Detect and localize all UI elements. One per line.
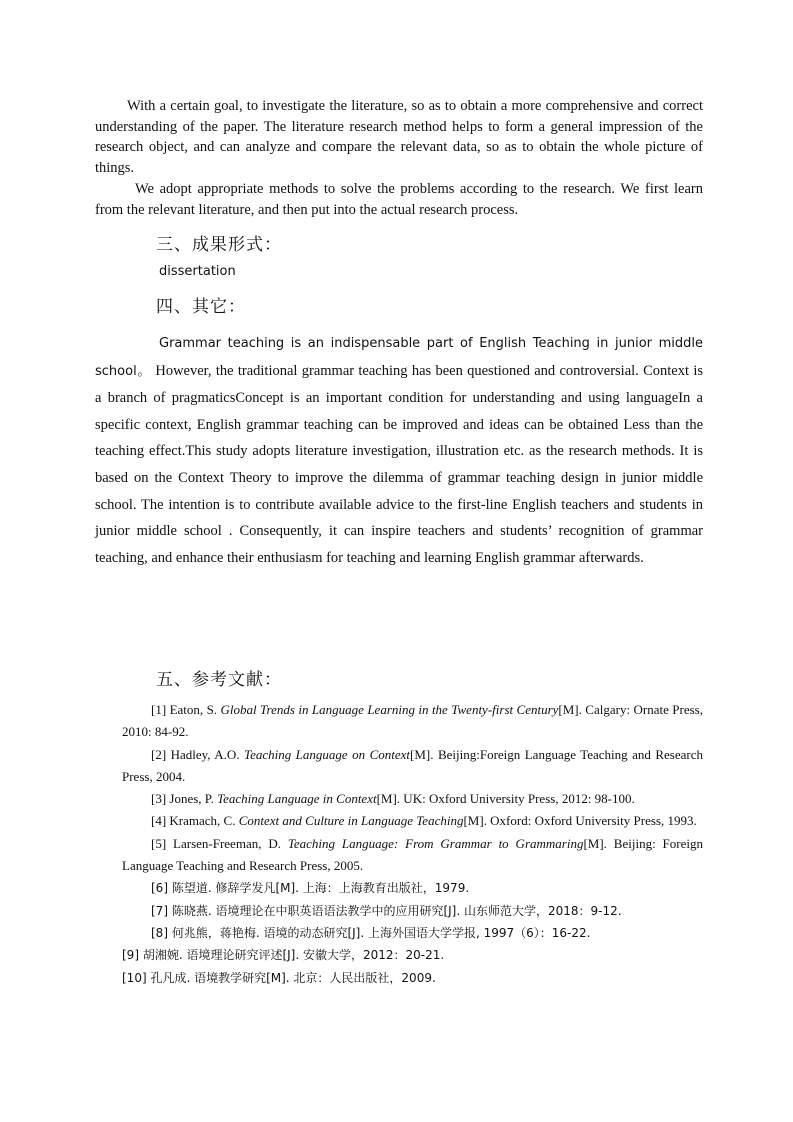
body-paragraph-1: With a certain goal, to investigate the literature, so as to obtain a more comprehensive and correct understanding of the paper. The literature research method helps to form a general impression of the research object, and can analyze and compare the relevant data, so as to obtain the whole picture of things. xyxy=(95,98,703,176)
reference-item xyxy=(122,833,703,878)
ref-publication: [M]. Calgary: Ornate Press, 2010: 84-92. xyxy=(122,702,703,740)
ref-text: [6] 陈望道. 修辞学发凡[M]. 上海：上海教育出版社，1979. xyxy=(151,881,470,896)
ref-author: [2] Hadley, A.O. xyxy=(151,746,245,762)
ref-publication: [M]. Beijing:Foreign Language Teaching and Research Press, 2004. xyxy=(122,746,703,784)
ref-title: Teaching Language: From Grammar to Grammaring xyxy=(287,835,584,851)
ref-publication: [M]. Oxford: Oxford University Press, 1993. xyxy=(463,813,697,829)
ref-author: [4] Kramach, C. xyxy=(151,813,239,829)
section-4-lead: Grammar teaching is an indispensable part of English Teaching in junior middle school。 xyxy=(95,336,703,379)
body-paragraph-2: We adopt appropriate methods to solve the problems according to the research. We first learn from the relevant literature, and then put into the actual research process. xyxy=(95,181,703,218)
section-4-text: However, the traditional grammar teaching has been questioned and controversial. Context is a branch of pragmaticsConcept is an important condition for understanding and using languageIn a specific context, English grammar teaching can be improved and ideas can be obtained Less than the teaching effect.This study adopts literature investigation, illustration etc. as the research methods. It is based on the Context Theory to improve the dilemma of grammar teaching design in junior middle school. The intention is to contribute available advice to the first-line English teachers and students in junior middle school . Consequently, it can inspire teachers and students’ recognition of grammar teaching, and enhance their enthusiasm for teaching and learning English grammar afterwards. xyxy=(95,362,703,566)
ref-title: Teaching Language on Context xyxy=(244,746,411,762)
ref-title: Context and Culture in Language Teaching xyxy=(238,813,464,829)
section-3-heading: 三、成果形式： xyxy=(156,235,282,255)
section-5-heading: 五、参考文献： xyxy=(156,670,282,690)
reference-item xyxy=(122,788,703,810)
section-4-heading: 四、其它： xyxy=(156,297,246,317)
ref-title: Global Trends in Language Learning in the Twenty-first Century xyxy=(220,702,559,717)
reference-list xyxy=(122,699,703,989)
reference-item xyxy=(122,699,703,744)
ref-publication: [M]. UK: Oxford University Press, 2012: 98-100. xyxy=(376,791,635,807)
ref-text: [8] 何兆熊，蒋艳梅. 语境的动态研究[J]. 上海外国语大学学报, 1997（6）：16-22. xyxy=(151,925,591,940)
ref-text: [10] 孔凡成. 语境教学研究[M]. 北京：人民出版社，2009. xyxy=(122,970,436,985)
ref-title: Teaching Language in Context xyxy=(217,791,377,807)
ref-author: [1] Eaton, S. xyxy=(151,702,221,717)
ref-text: [7] 陈晓燕. 语境理论在中职英语语法教学中的应用研究[J]. 山东师范大学，2018：9-12. xyxy=(151,903,622,918)
section-3-content: dissertation xyxy=(159,264,236,279)
reference-item xyxy=(122,877,703,899)
reference-item xyxy=(122,810,703,832)
ref-text: [9] 胡湘婉. 语境理论研究评述[J]. 安徽大学，2012：20-21. xyxy=(122,948,445,963)
reference-item xyxy=(122,922,703,944)
reference-item xyxy=(122,967,703,989)
ref-author: [5] Larsen-Freeman, D. xyxy=(151,835,288,851)
reference-item xyxy=(122,744,703,789)
section-4-paragraph xyxy=(95,330,703,571)
ref-publication: [M]. Beijing: Foreign Language Teaching and Research Press, 2005. xyxy=(122,835,703,874)
reference-item xyxy=(122,944,703,966)
ref-author: [3] Jones, P. xyxy=(151,791,218,807)
reference-item xyxy=(122,900,703,922)
